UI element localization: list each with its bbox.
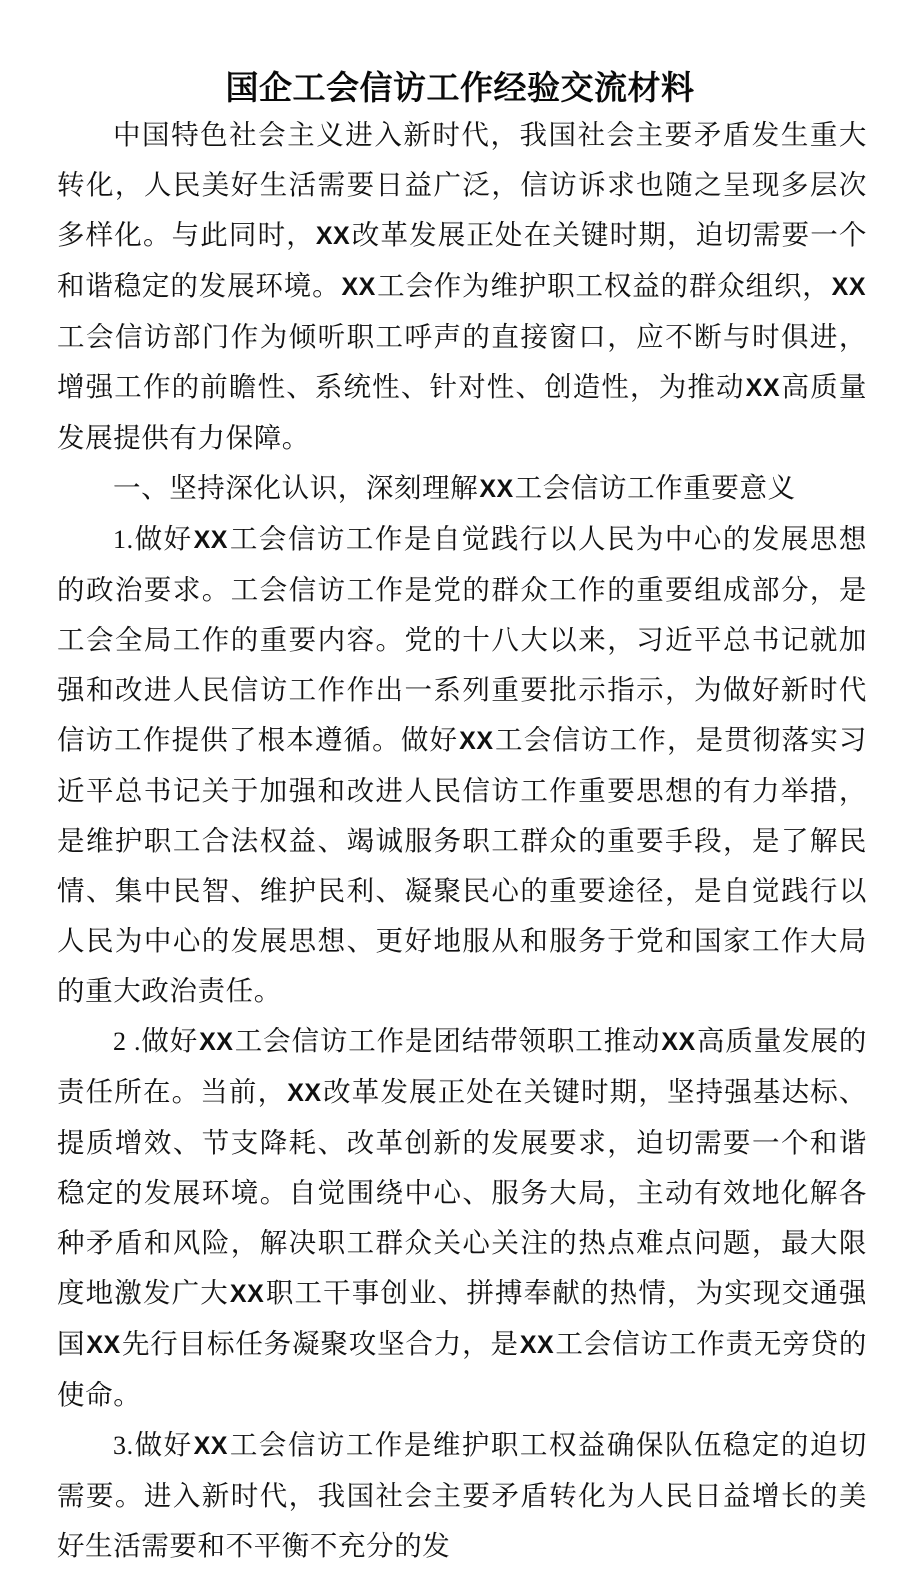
xx-placeholder: XX [341, 273, 376, 301]
text-run: 高质量发展提供有力保障。 [57, 371, 867, 453]
text-run: 改革发展正处在关键时期，坚持强基达标、提质增效、节支降耗、改革创新的发展要求，迫切需要一个和谐稳定的发展环境。自觉围绕中心、服务大局，主动有效地化解各种矛盾和风险，解决职工群众关心关注的热点难点问题，最大限度地激发广大 [57, 1076, 867, 1308]
text-run: 工会信访工作是维护职工权益确保队伍稳定的迫切需要。进入新时代，我国社会主要矛盾转化为人民日益增长的美好生活需要和不平衡不充分的发 [57, 1429, 867, 1561]
text-run: 做好 [133, 523, 193, 554]
text-run: 中国特色社会主义进入新时代，我国社会主要矛盾发生重大转化，人民美好生活需要日益广泛，信访诉求也随之呈现多层次多样化。与此同时， [57, 119, 867, 250]
xx-placeholder: XX [193, 526, 228, 554]
text-run: 先行目标任务凝聚攻坚合力，是 [121, 1328, 519, 1359]
xx-placeholder: XX [86, 1331, 121, 1359]
xx-placeholder: XX [459, 727, 494, 755]
text-run: 一、坚持深化认识，深刻理解 [113, 472, 479, 503]
text-run: 工会信访工作是自觉践行以人民为中心的发展思想的政治要求。工会信访工作是党的群众工作的重要组成部分，是工会全局工作的重要内容。党的十八大以来，习近平总书记就加强和改进人民信访工作作出一系列重要批示指示，为做好新时代信访工作提供了根本遵循。做好 [57, 523, 867, 755]
list-number: 1. [113, 525, 134, 554]
list-number: 2 . [113, 1027, 142, 1056]
paragraph-point-3 [57, 1420, 867, 1571]
paragraph-point-1 [57, 514, 867, 1016]
text-run: 职工干事创业、拼搏奉献的热情，为实现交通强国 [57, 1277, 867, 1359]
list-number: 3. [113, 1431, 134, 1460]
xx-placeholder: XX [519, 1331, 555, 1359]
xx-placeholder: XX [229, 1280, 265, 1308]
text-run: 高质量发展的责任所在。当前， [57, 1025, 867, 1107]
paragraph-point-2 [57, 1016, 867, 1420]
xx-placeholder: XX [193, 1432, 228, 1460]
text-run: 做好 [133, 1429, 193, 1460]
text-run: 工会信访工作是团结带领职工推动 [234, 1025, 661, 1056]
xx-placeholder: XX [287, 1079, 322, 1107]
document-body [57, 110, 867, 1571]
xx-placeholder: XX [315, 222, 351, 250]
xx-placeholder: XX [479, 475, 514, 503]
text-run: 工会信访工作重要意义 [514, 472, 796, 503]
text-run: 改革发展正处在关键时期，迫切需要一个和谐稳定的发展环境。 [57, 219, 867, 301]
paragraph-intro [57, 110, 867, 463]
text-run: 工会信访工作，是贯彻落实习近平总书记关于加强和改进人民信访工作重要思想的有力举措，是维护职工合法权益、竭诚服务职工群众的重要手段，是了解民情、集中民智、维护民利、凝聚民心的重要途径，是自觉践行以人民为中心的发展思想、更好地服从和服务于党和国家工作大局的重大政治责任。 [57, 724, 867, 1006]
paragraph-section-1-heading [57, 463, 867, 514]
page-title: 国企工会信访工作经验交流材料 [225, 69, 695, 107]
xx-placeholder: XX [661, 1028, 696, 1056]
xx-placeholder: XX [199, 1028, 234, 1056]
xx-placeholder: XX [745, 374, 781, 402]
text-run: 工会信访工作责无旁贷的使命。 [57, 1328, 867, 1410]
text-run: 工会作为维护职工权益的群众组织， [376, 270, 831, 301]
text-run: 工会信访部门作为倾听职工呼声的直接窗口，应不断与时俱进，增强工作的前瞻性、系统性、针对性、创造性，为推动 [57, 321, 867, 402]
text-run: 做好 [141, 1025, 199, 1056]
xx-placeholder: XX [831, 273, 867, 301]
